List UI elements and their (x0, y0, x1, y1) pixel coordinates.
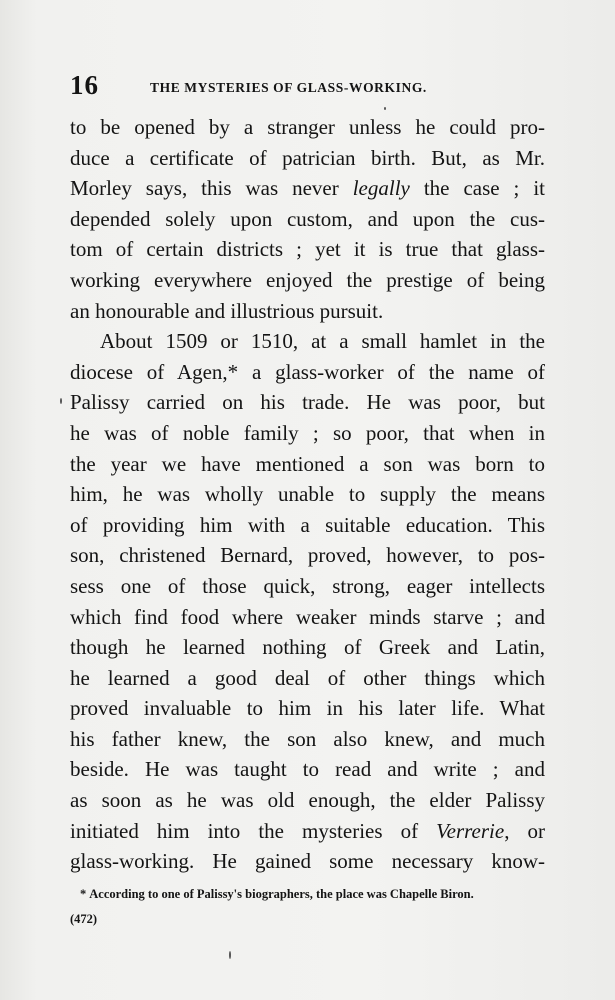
text-line: diocese of Agen,* a glass-worker of the name of (70, 359, 545, 384)
text-line: the year we have mentioned a son was born to (70, 451, 545, 476)
signature-mark: (472) (70, 912, 98, 926)
text-line: to be opened by a stranger unless he could pro- (70, 115, 545, 139)
text-line: his father knew, the son also knew, and much (70, 726, 545, 751)
text-line: tom of certain districts ; yet it is true that glass- (70, 237, 545, 262)
text-line: Morley says, this was never legally the case ; it (70, 176, 546, 201)
text-line: as soon as he was old enough, the elder Palissy (70, 788, 545, 813)
text-line: working everywhere enjoyed the prestige of being (70, 267, 545, 292)
paper-speck (60, 398, 62, 404)
footnote-mark: * (80, 887, 87, 901)
emphasis-text: legally (352, 176, 410, 201)
text-line: though he learned nothing of Greek and Latin, (70, 635, 545, 660)
text-line: duce a certificate of patrician birth. But, as Mr. (70, 145, 545, 170)
text-line: depended solely upon custom, and upon the cus- (70, 206, 545, 231)
text-line: sess one of those quick, strong, eager intellects (70, 573, 545, 598)
page-number: 16 (70, 70, 99, 100)
paper-speck (229, 951, 231, 959)
text-line: he was of noble family ; so poor, that when in (70, 420, 545, 445)
text-line: of providing him with a suitable education. This (70, 512, 545, 537)
footnote (80, 887, 550, 902)
text-line: Palissy carried on his trade. He was poor, but (70, 390, 545, 415)
text-line: an honourable and illustrious pursuit. (70, 298, 384, 323)
running-title: THE MYSTERIES OF GLASS-WORKING. (150, 80, 427, 95)
body-text (70, 112, 545, 877)
text-line: glass-working. He gained some necessary know- (70, 849, 545, 874)
text-line: which find food where weaker minds starve ; and (70, 604, 545, 629)
text-line: About 1509 or 1510, at a small hamlet in the (100, 329, 545, 354)
text-line: him, he was wholly unable to supply the means (70, 482, 545, 507)
paper-speck (384, 107, 386, 110)
footnote-text: According to one of Palissy's biographers, the place was Chapelle Biron. (89, 887, 474, 901)
emphasis-text: Verrerie (436, 818, 505, 843)
text-line: son, christened Bernard, proved, however, to pos- (70, 543, 545, 568)
text-line: he learned a good deal of other things which (70, 665, 545, 690)
page-header (70, 70, 545, 104)
text-line: initiated him into the mysteries of Verrerie, or (70, 818, 545, 843)
text-line: beside. He was taught to read and write ; and (70, 757, 545, 782)
text-line: proved invaluable to him in his later life. What (70, 696, 545, 721)
